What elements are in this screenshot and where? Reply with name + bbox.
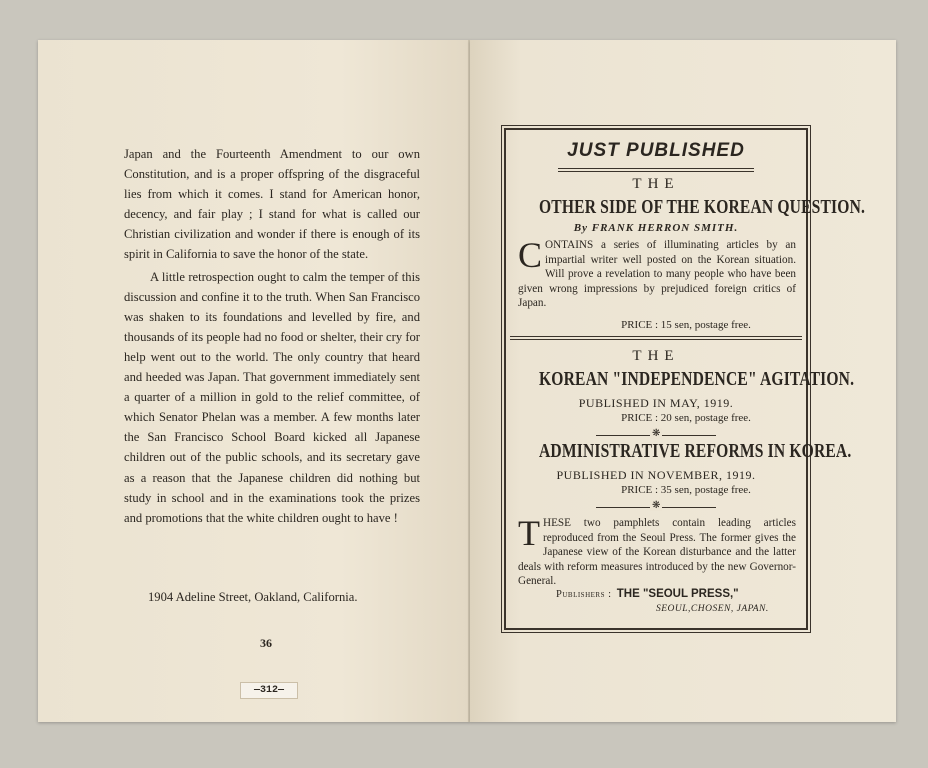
- publisher-line: Publishers : THE "SEOUL PRESS,": [556, 588, 739, 600]
- section-divider: [510, 339, 802, 340]
- book1-the: THE: [632, 176, 680, 192]
- author-address: 1904 Adeline Street, Oakland, California.: [148, 590, 358, 604]
- book1-price: PRICE : 15 sen, postage free.: [621, 319, 751, 331]
- ornament-icon: ❋: [652, 428, 661, 439]
- header-rule: [558, 168, 754, 169]
- left-page: [38, 40, 470, 722]
- section-divider: [510, 336, 802, 337]
- ornament-rule: [596, 500, 716, 511]
- publisher-name: THE "SEOUL PRESS,": [616, 588, 739, 600]
- header-rule: [558, 171, 754, 172]
- ad-header: JUST PUBLISHED: [567, 140, 745, 161]
- page-number: 36: [260, 636, 272, 650]
- archive-stamp: —312—: [240, 682, 298, 699]
- ornament-icon: ❋: [652, 500, 661, 511]
- drop-cap: T: [518, 513, 540, 553]
- paragraph-1: Japan and the Fourteenth Amendment to our own Constitution, and is a proper offspring of the disgraceful lies from which it comes. I stand for American honor, decency, and fair play ; I stand for what is called our Christian civilization and wonder if there is enough of its spirit in California to save the honor of the state.: [124, 147, 420, 262]
- book3-price: PRICE : 35 sen, postage free.: [621, 484, 751, 496]
- book2-price: PRICE : 20 sen, postage free.: [621, 412, 751, 424]
- book1-title: OTHER SIDE OF THE KOREAN QUESTION.: [539, 196, 866, 218]
- advertisement-box: [504, 128, 866, 630]
- book1-description: CONTAINS a series of illuminating articles by an impartial writer well posted on the Korean situation. Will prove a revelation to many people who have been given wrong impressions by prejudiced foreign critics of Japan.: [518, 235, 796, 309]
- book3-published: PUBLISHED IN NOVEMBER, 1919.: [556, 468, 756, 482]
- left-page-body: [124, 144, 420, 528]
- book3-title: ADMINISTRATIVE REFORMS IN KOREA.: [539, 440, 852, 462]
- book2-title: KOREAN "INDEPENDENCE" AGITATION.: [539, 368, 855, 390]
- footer-description: THESE two pamphlets contain leading articles reproduced from the Seoul Press. The former gives the Japanese view of the Korean disturbance and the latter deals with reform measures introduced by the new Governor-General.: [518, 513, 796, 587]
- book2-published: PUBLISHED IN MAY, 1919.: [578, 396, 734, 410]
- book1-byline: By FRANK HERRON SMITH.: [573, 222, 739, 234]
- paragraph-2: A little retrospection ought to calm the temper of this discussion and confine it to the truth. When San Francisco was shaken to its foundations and levelled by fire, and thousands of its people had no food or shelter, their cry for help went out to the world. The only country that heard and heeded was Japan. That government immediately sent a quarter of a million in gold to the relief committee, of which Senator Phelan was a member. A few months later the San Francisco School Board kicked all Japanese children out of the public schools, and its secretary gave as a reason that the Japanese children did nothing but study in school and in the examinations took the prizes and promotions that the white children ought to have !: [124, 269, 420, 525]
- drop-cap: C: [518, 235, 543, 275]
- publisher-address: SEOUL,CHOSEN, JAPAN.: [656, 604, 769, 614]
- right-page: [470, 40, 896, 722]
- book2-the: THE: [632, 348, 680, 364]
- ornament-rule: [596, 428, 716, 439]
